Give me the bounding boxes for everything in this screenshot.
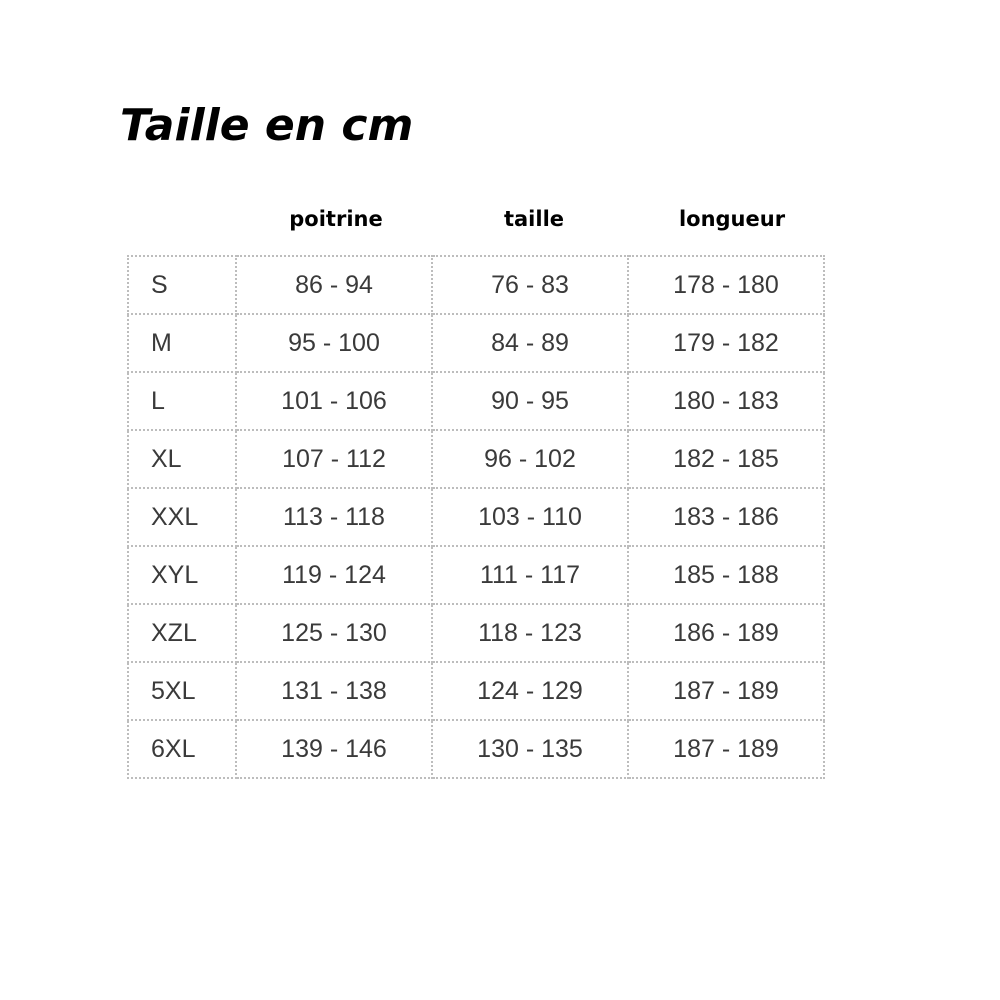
table-row bbox=[128, 488, 824, 546]
taille-cell: 84 - 89 bbox=[432, 314, 628, 372]
size-cell: XZL bbox=[128, 604, 236, 662]
column-header-poitrine: poitrine bbox=[289, 207, 383, 231]
poitrine-cell: 125 - 130 bbox=[236, 604, 432, 662]
longueur-cell: 183 - 186 bbox=[628, 488, 824, 546]
taille-cell: 96 - 102 bbox=[432, 430, 628, 488]
size-cell: XYL bbox=[128, 546, 236, 604]
size-cell: 6XL bbox=[128, 720, 236, 778]
longueur-cell: 186 - 189 bbox=[628, 604, 824, 662]
longueur-cell: 180 - 183 bbox=[628, 372, 824, 430]
table-row bbox=[128, 546, 824, 604]
table-row bbox=[128, 372, 824, 430]
table-row bbox=[128, 604, 824, 662]
table-row bbox=[128, 314, 824, 372]
longueur-cell: 182 - 185 bbox=[628, 430, 824, 488]
table-row bbox=[128, 720, 824, 778]
taille-cell: 124 - 129 bbox=[432, 662, 628, 720]
taille-cell: 103 - 110 bbox=[432, 488, 628, 546]
column-header-longueur: longueur bbox=[678, 207, 786, 231]
size-cell: S bbox=[128, 256, 236, 314]
poitrine-cell: 86 - 94 bbox=[236, 256, 432, 314]
longueur-cell: 179 - 182 bbox=[628, 314, 824, 372]
size-cell: 5XL bbox=[128, 662, 236, 720]
table-row bbox=[128, 662, 824, 720]
longueur-cell: 178 - 180 bbox=[628, 256, 824, 314]
column-header-taille: taille bbox=[503, 207, 565, 231]
table-row bbox=[128, 256, 824, 314]
poitrine-cell: 119 - 124 bbox=[236, 546, 432, 604]
size-cell: L bbox=[128, 372, 236, 430]
size-cell: M bbox=[128, 314, 236, 372]
taille-cell: 90 - 95 bbox=[432, 372, 628, 430]
taille-cell: 130 - 135 bbox=[432, 720, 628, 778]
page-title: Taille en cm bbox=[120, 100, 414, 151]
longueur-cell: 187 - 189 bbox=[628, 662, 824, 720]
longueur-cell: 187 - 189 bbox=[628, 720, 824, 778]
taille-cell: 111 - 117 bbox=[432, 546, 628, 604]
size-cell: XXL bbox=[128, 488, 236, 546]
poitrine-cell: 131 - 138 bbox=[236, 662, 432, 720]
poitrine-cell: 139 - 146 bbox=[236, 720, 432, 778]
poitrine-cell: 95 - 100 bbox=[236, 314, 432, 372]
size-table bbox=[127, 255, 825, 779]
longueur-cell: 185 - 188 bbox=[628, 546, 824, 604]
poitrine-cell: 107 - 112 bbox=[236, 430, 432, 488]
table-row bbox=[128, 430, 824, 488]
poitrine-cell: 101 - 106 bbox=[236, 372, 432, 430]
taille-cell: 76 - 83 bbox=[432, 256, 628, 314]
taille-cell: 118 - 123 bbox=[432, 604, 628, 662]
poitrine-cell: 113 - 118 bbox=[236, 488, 432, 546]
size-cell: XL bbox=[128, 430, 236, 488]
